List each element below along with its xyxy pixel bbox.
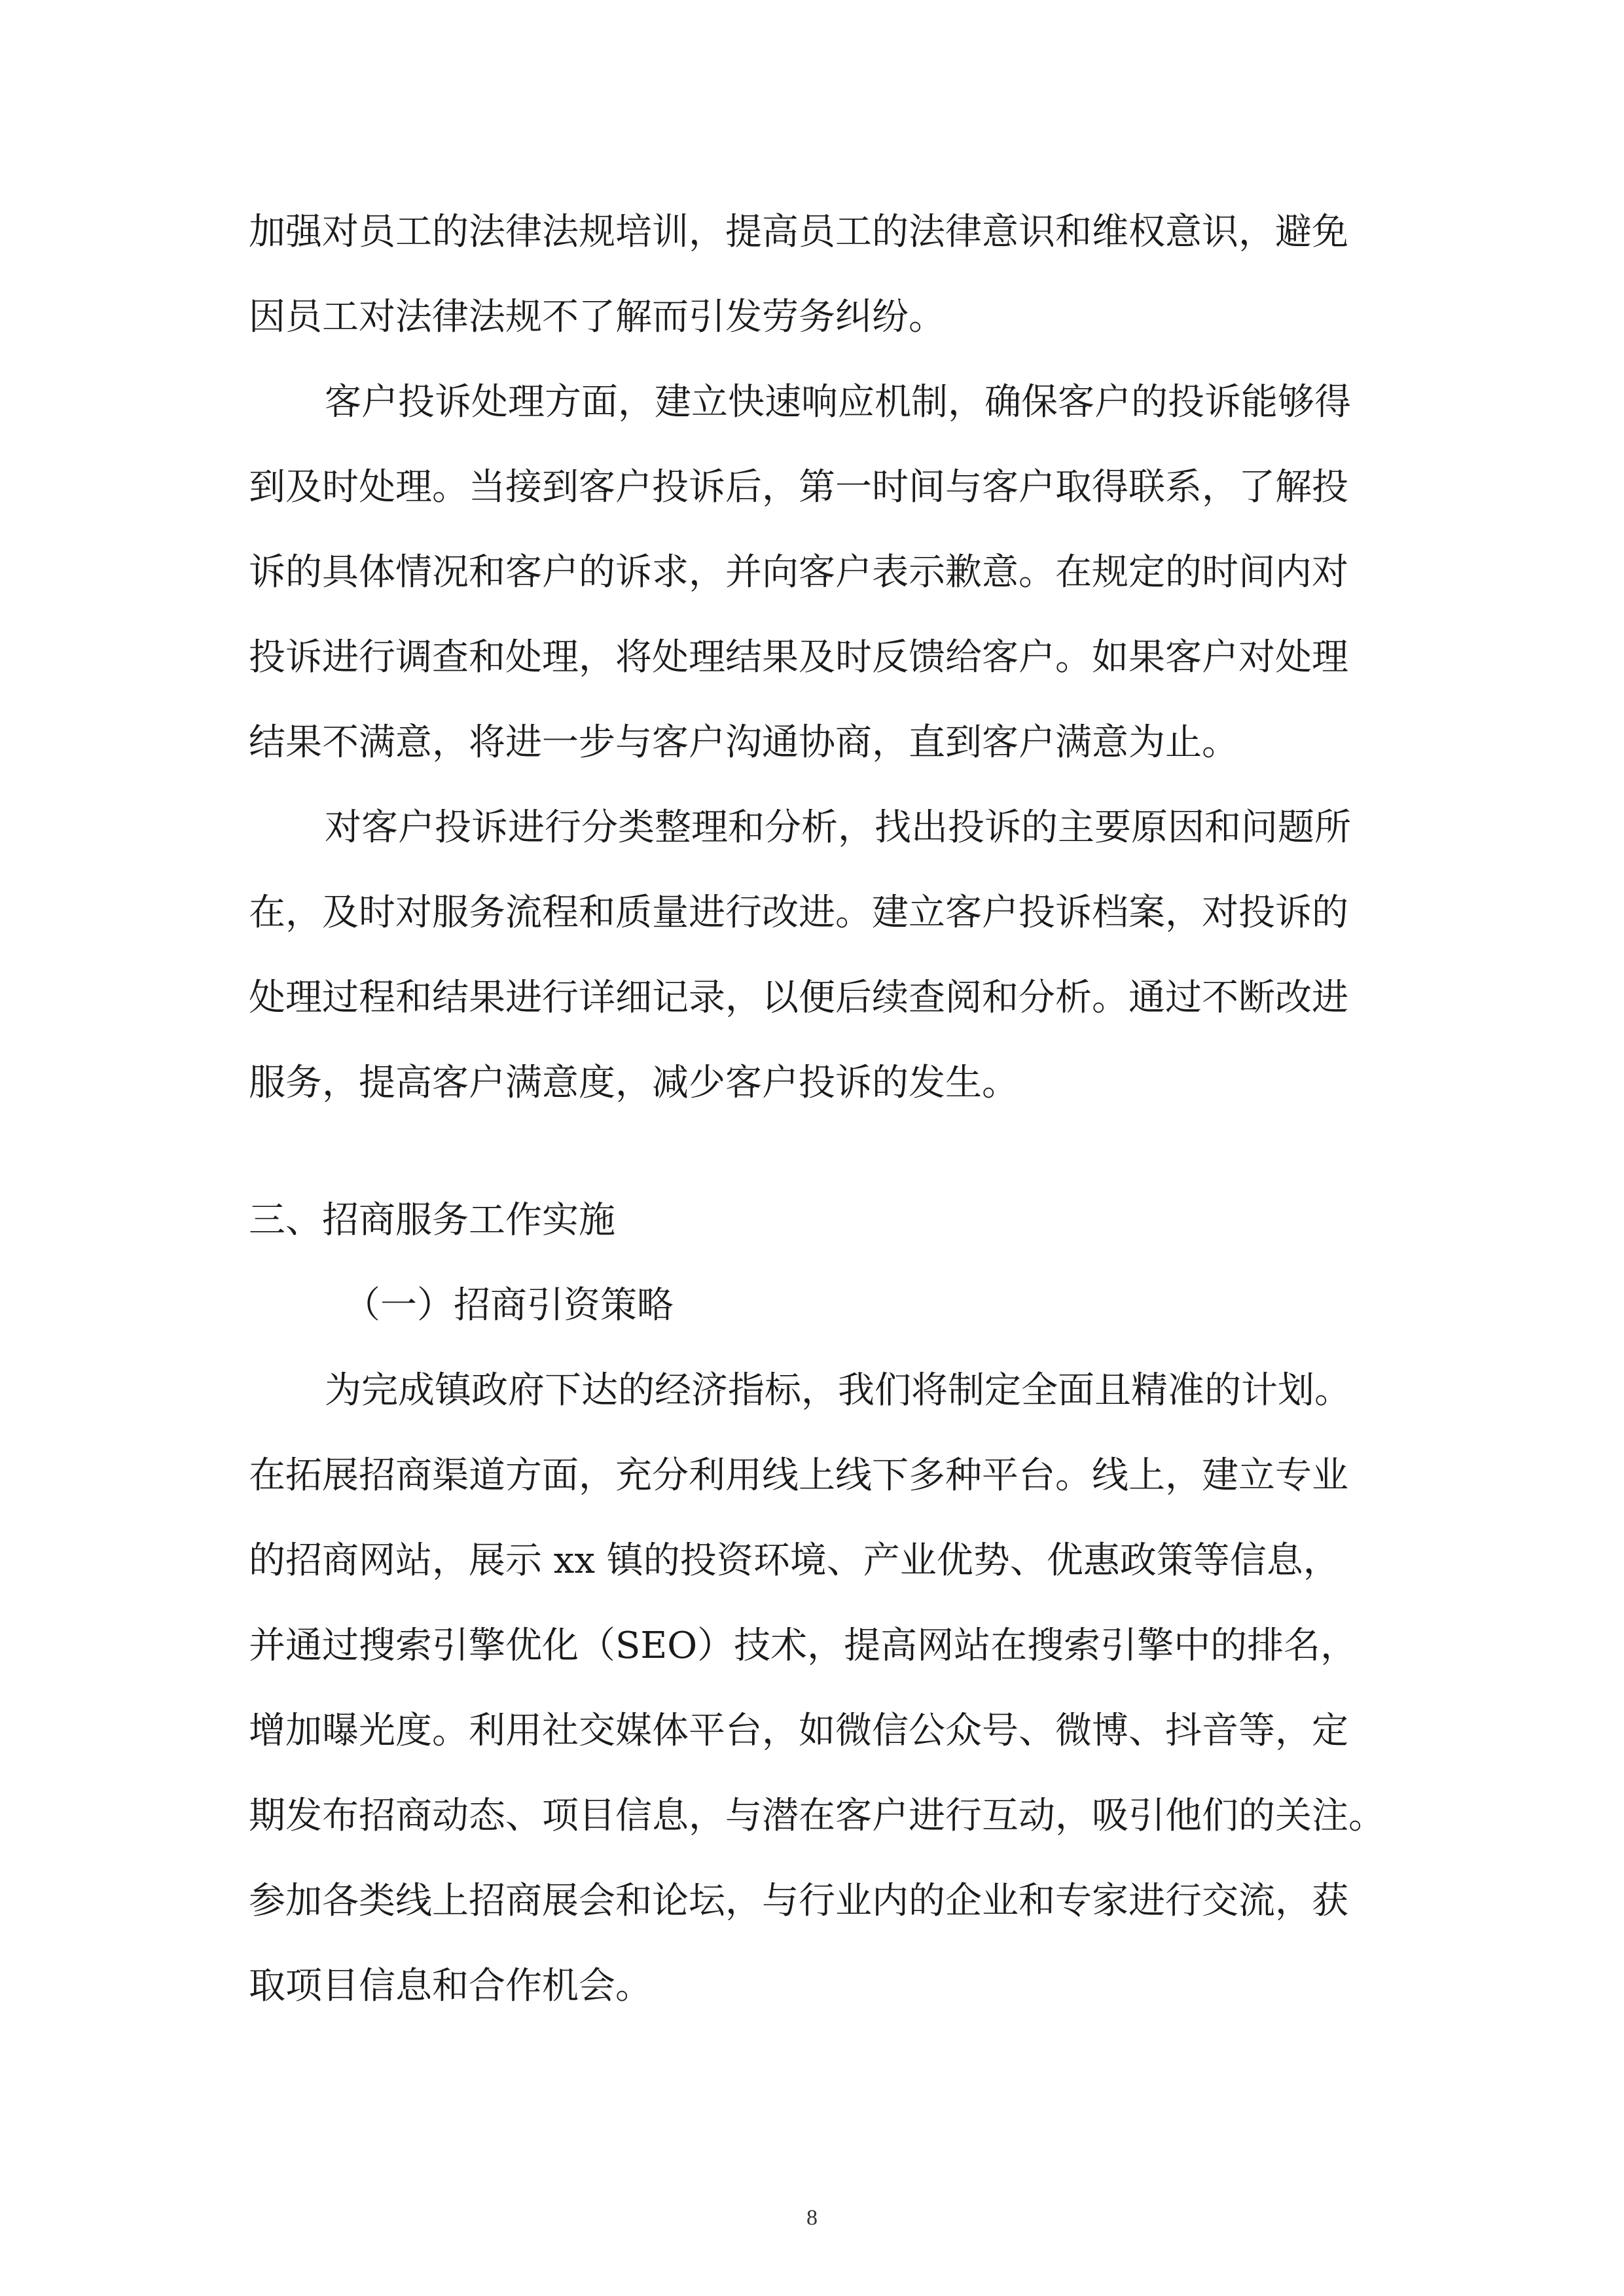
text-line: 取项目信息和合作机会。 [249,1965,652,2007]
paragraph-4 [249,1348,1388,2029]
text-line: 结果不满意，将进一步与客户沟通协商，直到客户满意为止。 [249,721,1238,764]
page-number: 8 [806,2206,818,2230]
text-line: 投诉进行调查和处理，将处理结果及时反馈给客户。如果客户对处理 [249,636,1348,679]
text-line: 增加曝光度。利用社交媒体平台，如微信公众号、微博、抖音等，定 [249,1710,1348,1752]
text-line: 期发布招商动态、项目信息，与潜在客户进行互动，吸引他们的关注。 [249,1795,1385,1837]
text-line: 加强对员工的法律法规培训，提高员工的法律意识和维权意识，避免 [249,211,1348,253]
paragraph-2 [249,360,1388,785]
paragraph-1 [249,190,1388,360]
text-line: 对客户投诉进行分类整理和分析，找出投诉的主要原因和问题所 [325,806,1351,849]
paragraph-3 [249,785,1388,1126]
text-line: 服务，提高客户满意度，减少客户投诉的发生。 [249,1062,1019,1104]
text-line: 在，及时对服务流程和质量进行改进。建立客户投诉档案，对投诉的 [249,891,1348,934]
text-line: 并通过搜索引擎优化（SEO）技术，提高网站在搜索引擎中的排名， [249,1624,1358,1667]
text-line: 因员工对法律法规不了解而引发劳务纠纷。 [249,296,945,338]
page-body [249,190,1388,2029]
section-heading: 三、招商服务工作实施 [249,1199,615,1242]
text-line: 客户投诉处理方面，建立快速响应机制，确保客户的投诉能够得 [325,381,1351,423]
text-line: 的招商网站，展示 xx 镇的投资环境、产业优势、优惠政策等信息， [249,1539,1340,1582]
text-line: 到及时处理。当接到客户投诉后，第一时间与客户取得联系，了解投 [249,466,1348,509]
text-line: 诉的具体情况和客户的诉求，并向客户表示歉意。在规定的时间内对 [249,551,1348,594]
text-line: 为完成镇政府下达的经济指标，我们将制定全面且精准的计划。 [325,1369,1351,1412]
text-line: 在拓展招商渠道方面，充分利用线上线下多种平台。线上，建立专业 [249,1454,1348,1497]
text-line: 参加各类线上招商展会和论坛，与行业内的企业和专家进行交流，获 [249,1880,1348,1922]
text-line: 处理过程和结果进行详细记录，以便后续查阅和分析。通过不断改进 [249,977,1348,1019]
subsection-heading: （一）招商引资策略 [344,1284,674,1327]
